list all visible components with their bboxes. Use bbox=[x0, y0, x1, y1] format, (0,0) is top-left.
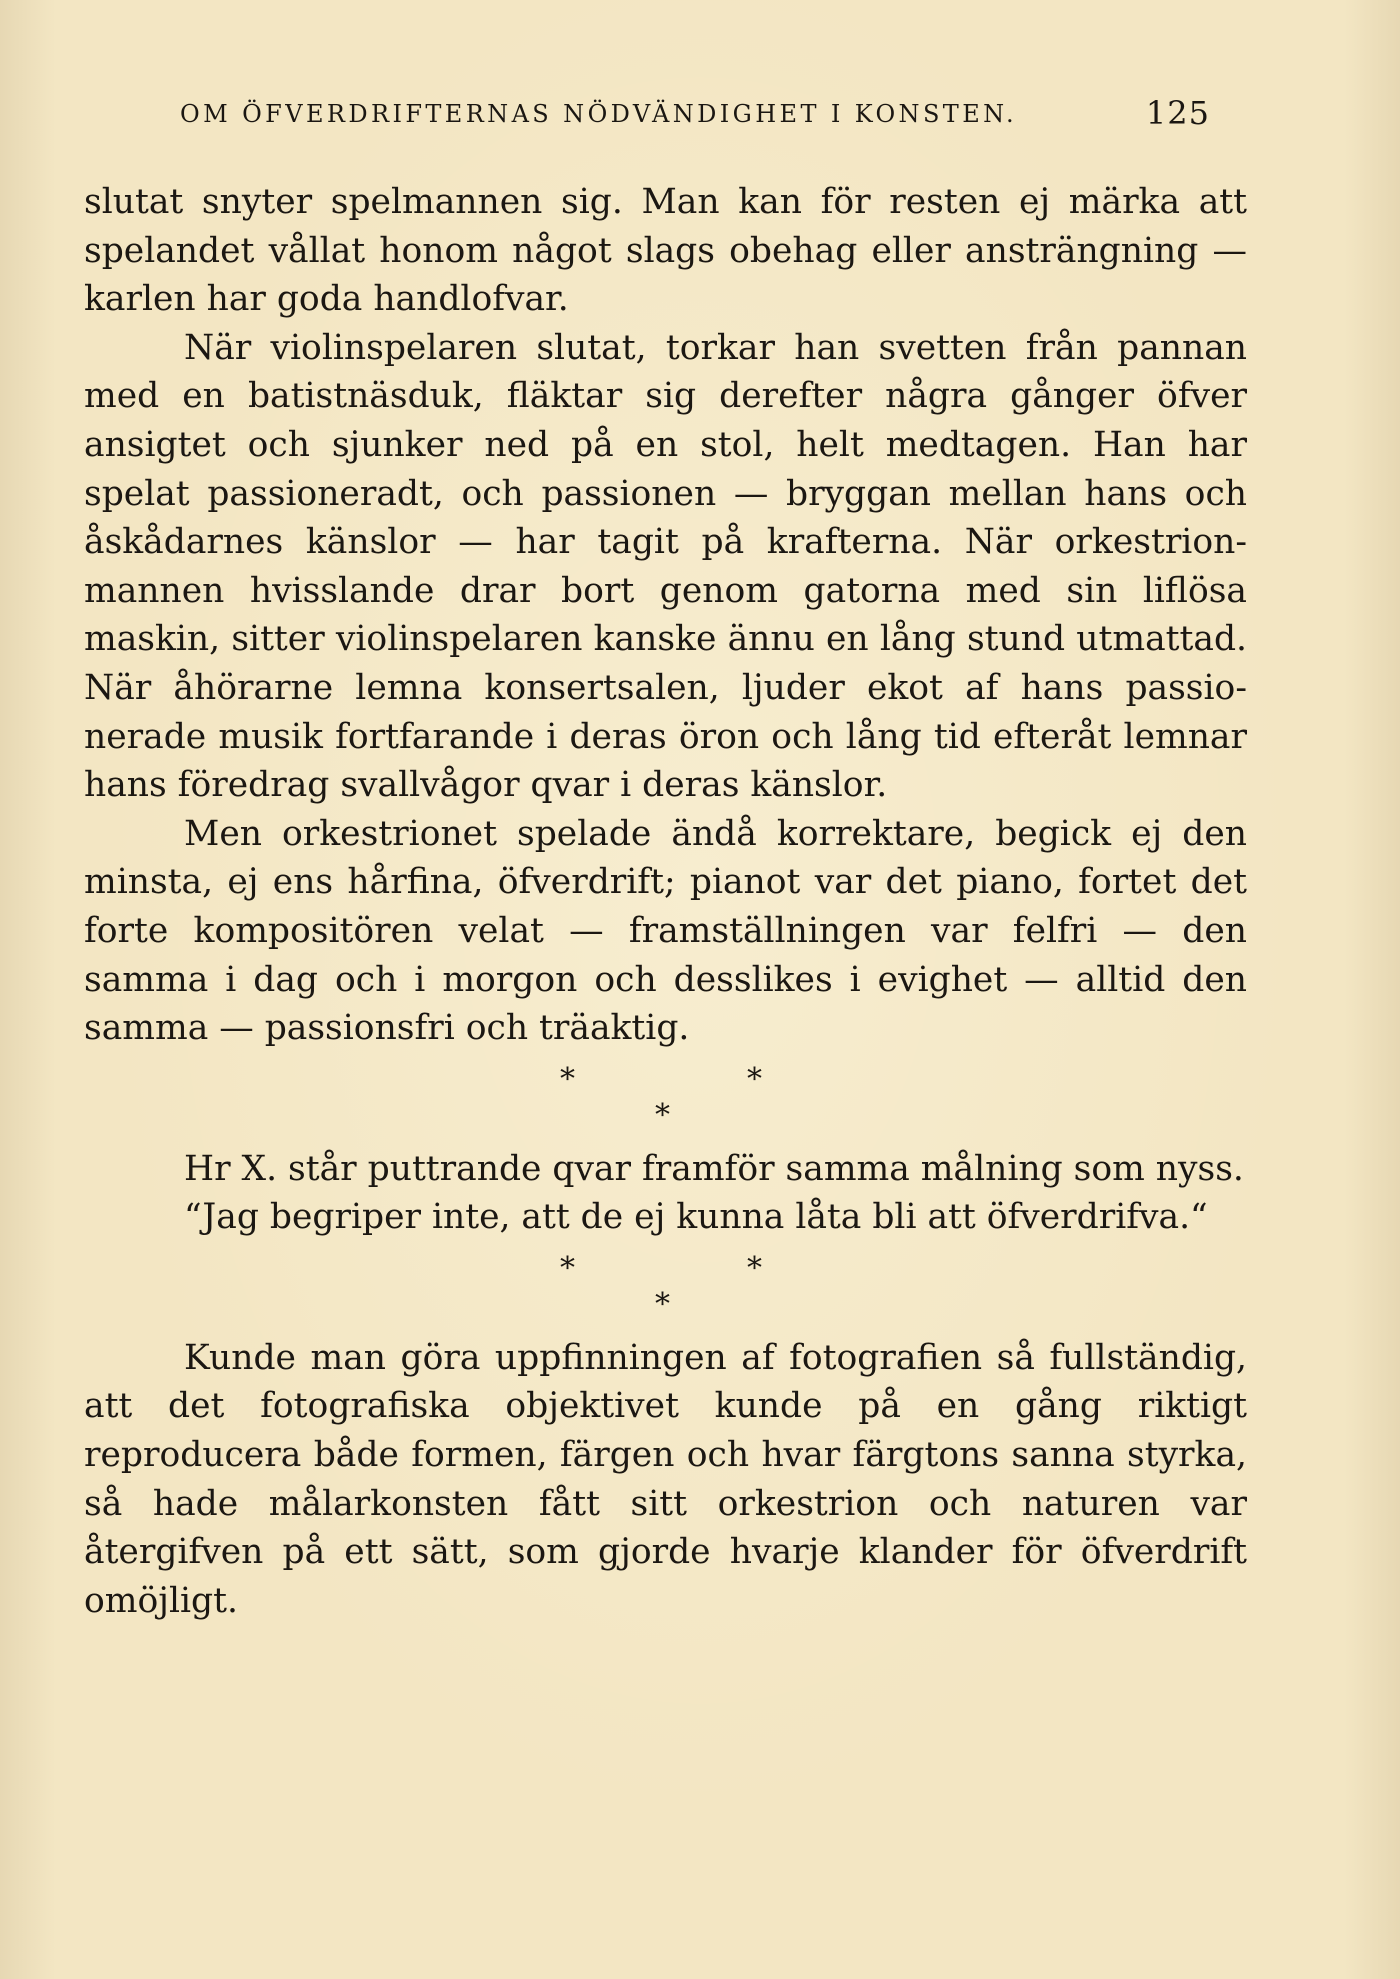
paragraph-2: När violinspelaren slutat, torkar han svetten från pannan med en batistnäsduk, fläktar sig derefter några gånger öfver ansigtet och sjunker ned på en stol, helt medtagen. Han har spelat passioneradt, och passionen — bryggan mellan hans och åskådarnes känslor — har tagit på krafterna. När orkestrion-mannen hvisslande drar bort genom gatorna med sin liflösa maskin, sitter violinspelaren kanske ännu en lång stund utmattad. När åhörarne lemna konsertsalen, ljuder ekot af hans passionerade musik fortfarande i deras öron och lång tid efteråt lemnar hans föredrag svallvågor qvar i deras känslor. bbox=[84, 327, 1247, 806]
paragraph-1: slutat snyter spelmannen sig. Man kan för resten ej märka att spelandet vållat honom något slags obehag eller ansträngning — karlen har goda handlofvar. bbox=[84, 182, 1247, 320]
asterism-star: * bbox=[560, 1061, 575, 1097]
asterism-star: * bbox=[560, 1250, 575, 1286]
asterism-star: * bbox=[747, 1250, 762, 1286]
running-head: OM ÖFVERDRIFTERNAS NÖDVÄNDIGHET I KONSTEN. bbox=[180, 100, 1018, 128]
paragraph-5: “Jag begriper inte, att de ej kunna låta bli att öfverdrifva.“ bbox=[184, 1197, 1208, 1238]
section-asterism bbox=[84, 1053, 1247, 1145]
page-header bbox=[180, 96, 1210, 136]
asterism-star: * bbox=[747, 1061, 762, 1097]
body-text bbox=[84, 178, 1247, 1625]
asterism-star: * bbox=[655, 1286, 670, 1322]
paragraph-3: Men orkestrionet spelade ändå korrektare, begick ej den minsta, ej ens hårfina, öfverdrift; pianot var det piano, fortet det forte kompositören velat — framställningen var felfri — den samma i dag och i morgon och desslikes i evighet — alltid den samma — passionsfri och träaktig. bbox=[84, 813, 1247, 1049]
page-number: 125 bbox=[1145, 94, 1210, 132]
section-asterism bbox=[84, 1242, 1247, 1334]
asterism-star: * bbox=[655, 1097, 670, 1133]
paragraph-4: Hr X. står puttrande qvar framför samma målning som nyss. bbox=[184, 1148, 1244, 1189]
paragraph-6: Kunde man göra uppfinningen af fotografien så fullständig, att det fotografiska objektivet kunde på en gång riktigt reproducera både formen, färgen och hvar färgtons sanna styrka, så hade målarkonsten fått sitt orkestrion och naturen var återgifven på ett sätt, som gjorde hvarje klander för öfverdrift omöjligt. bbox=[84, 1337, 1247, 1621]
